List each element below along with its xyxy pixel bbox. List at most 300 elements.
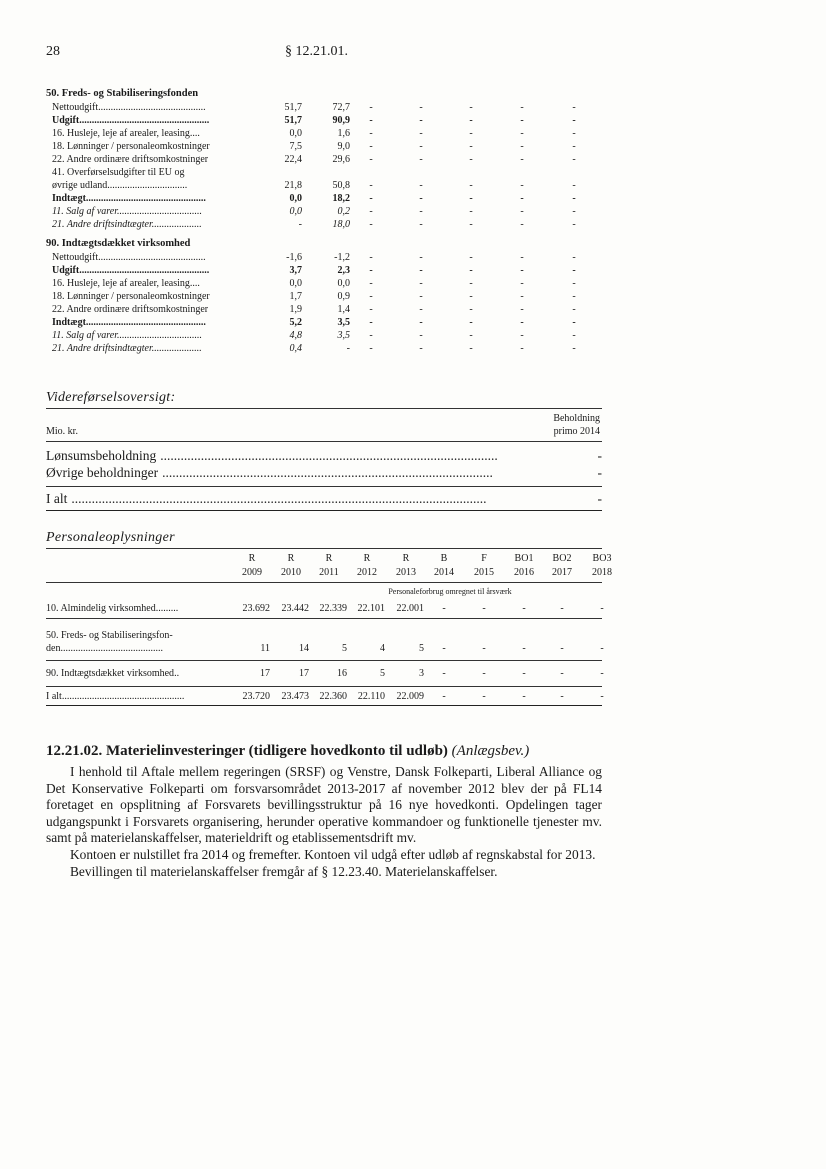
transfer-bottom-rule bbox=[46, 510, 602, 511]
budget-row-label bbox=[52, 218, 202, 231]
personnel-col-year: 2011 bbox=[319, 567, 339, 578]
budget-row-label-text: 41. Overførselsudgifter til EU og bbox=[52, 167, 185, 178]
budget-cell: - bbox=[520, 102, 524, 113]
budget-cell: - bbox=[419, 304, 423, 315]
personnel-row-label bbox=[46, 642, 163, 655]
budget-row bbox=[46, 101, 666, 114]
budget-cell: - bbox=[369, 115, 373, 126]
transfer-row-dots: .................................................................................................... bbox=[160, 448, 498, 463]
personnel-header-rule bbox=[46, 582, 602, 583]
budget-cell: - bbox=[369, 317, 373, 328]
personnel-cell: - bbox=[560, 691, 564, 702]
personnel-col-type: R bbox=[325, 553, 333, 564]
budget-cell: - bbox=[369, 291, 373, 302]
personnel-cell: - bbox=[522, 668, 526, 679]
budget-cell: 7,5 bbox=[289, 141, 302, 152]
budget-cell: 4,8 bbox=[289, 330, 302, 341]
budget-row-dots: .................................................... bbox=[79, 115, 210, 126]
budget-row-dots: .................... bbox=[151, 219, 202, 230]
personnel-row-label-text: 90. Indtægtsdækket virksomhed bbox=[46, 668, 175, 679]
budget-row-label-text: 11. Salg af varer bbox=[52, 206, 117, 217]
transfer-row-label bbox=[46, 464, 493, 482]
budget-row-label bbox=[52, 153, 208, 166]
personnel-row-label-text: 50. Freds- og Stabiliseringsfon- bbox=[46, 630, 173, 641]
budget-row-dots: ........................................... bbox=[98, 102, 206, 113]
budget-cell: -1,6 bbox=[286, 252, 302, 263]
account-title bbox=[46, 743, 606, 760]
personnel-cell: 22.001 bbox=[396, 603, 424, 614]
budget-cell: - bbox=[572, 278, 576, 289]
personnel-cell: - bbox=[482, 668, 486, 679]
personnel-sum-rule bbox=[46, 686, 602, 687]
personnel-top-rule bbox=[46, 548, 602, 549]
budget-cell: - bbox=[469, 265, 473, 276]
personnel-heading: Personaleoplysninger bbox=[46, 530, 175, 545]
budget-cell: 0,0 bbox=[289, 193, 302, 204]
budget-section-title: 50. Freds- og Stabiliseringsfonden bbox=[46, 88, 199, 99]
budget-cell: 72,7 bbox=[332, 102, 350, 113]
personnel-row bbox=[46, 690, 602, 703]
account-text bbox=[46, 764, 602, 880]
budget-cell: - bbox=[346, 343, 350, 354]
budget-cell: - bbox=[469, 330, 473, 341]
personnel-cell: - bbox=[442, 691, 446, 702]
personnel-cell: 22.339 bbox=[319, 603, 347, 614]
budget-row-label-text: Nettoudgift bbox=[52, 102, 99, 113]
personnel-cell: - bbox=[482, 691, 486, 702]
budget-cell: - bbox=[298, 219, 302, 230]
budget-row-label-text: 18. Lønninger / personaleomkostninger bbox=[52, 141, 210, 152]
budget-row bbox=[46, 127, 666, 140]
personnel-row bbox=[46, 667, 602, 680]
budget-cell: - bbox=[520, 154, 524, 165]
personnel-col-year: 2014 bbox=[434, 567, 454, 578]
budget-cell: 51,7 bbox=[284, 102, 302, 113]
budget-cell: - bbox=[572, 154, 576, 165]
personnel-col-year: 2009 bbox=[242, 567, 262, 578]
budget-cell: 90,9 bbox=[332, 115, 350, 126]
budget-cell: 0,9 bbox=[337, 291, 350, 302]
budget-cell: 0,0 bbox=[289, 278, 302, 289]
personnel-col-type: F bbox=[481, 553, 487, 564]
budget-row-dots: ................................................ bbox=[85, 317, 206, 328]
personnel-row-dots: ......... bbox=[155, 603, 179, 614]
budget-cell: - bbox=[520, 206, 524, 217]
budget-cell: - bbox=[520, 193, 524, 204]
budget-cell: - bbox=[469, 193, 473, 204]
personnel-sep-rule-1 bbox=[46, 618, 602, 619]
budget-cell: - bbox=[520, 252, 524, 263]
personnel-cell: - bbox=[442, 643, 446, 654]
budget-row-label bbox=[52, 277, 200, 290]
budget-cell: - bbox=[572, 115, 576, 126]
transfer-heading: Videreførselsoversigt: bbox=[46, 390, 176, 405]
personnel-col-type: B bbox=[440, 553, 448, 564]
budget-cell: 21,8 bbox=[284, 180, 302, 191]
budget-cell: - bbox=[369, 141, 373, 152]
budget-cell: - bbox=[419, 141, 423, 152]
budget-cell: - bbox=[369, 278, 373, 289]
personnel-cell: - bbox=[560, 668, 564, 679]
budget-cell: 9,0 bbox=[337, 141, 350, 152]
budget-cell: - bbox=[520, 115, 524, 126]
transfer-row bbox=[46, 490, 602, 508]
budget-row-label-text: 21. Andre driftsindtægter bbox=[52, 343, 152, 354]
personnel-col-year: 2016 bbox=[514, 567, 534, 578]
budget-row bbox=[46, 114, 666, 127]
budget-row-label bbox=[52, 114, 209, 127]
budget-cell: 0,0 bbox=[337, 278, 350, 289]
personnel-cell: - bbox=[600, 603, 604, 614]
budget-row-dots: ................................................ bbox=[85, 193, 206, 204]
budget-row-label bbox=[52, 290, 210, 303]
budget-row-dots: .................................. bbox=[117, 330, 202, 341]
budget-cell: - bbox=[520, 330, 524, 341]
budget-cell: - bbox=[520, 317, 524, 328]
budget-cell: 51,7 bbox=[284, 115, 302, 126]
budget-row-label bbox=[52, 316, 206, 329]
transfer-col-header-2: primo 2014 bbox=[553, 426, 600, 437]
personnel-cell: - bbox=[600, 691, 604, 702]
budget-cell: 3,7 bbox=[289, 265, 302, 276]
budget-row-label-text: Udgift bbox=[52, 115, 80, 126]
budget-row bbox=[46, 153, 666, 166]
budget-row bbox=[46, 290, 666, 303]
personnel-row-label-text: I alt bbox=[46, 691, 62, 702]
personnel-cell: - bbox=[560, 603, 564, 614]
budget-cell: - bbox=[520, 278, 524, 289]
account-title-italic: (Anlægsbev.) bbox=[451, 743, 530, 759]
personnel-cell: 22.009 bbox=[396, 691, 424, 702]
personnel-cell: 11 bbox=[260, 643, 270, 654]
personnel-cell: 5 bbox=[342, 643, 347, 654]
budget-cell: - bbox=[419, 154, 423, 165]
budget-cell: - bbox=[369, 180, 373, 191]
budget-row bbox=[46, 277, 666, 290]
budget-cell: - bbox=[572, 304, 576, 315]
budget-cell: - bbox=[419, 128, 423, 139]
personnel-cell: - bbox=[522, 691, 526, 702]
budget-cell: - bbox=[520, 291, 524, 302]
budget-cell: - bbox=[419, 265, 423, 276]
budget-cell: - bbox=[572, 102, 576, 113]
personnel-cell: - bbox=[482, 603, 486, 614]
personnel-row-label-text: den bbox=[46, 643, 61, 654]
budget-cell: - bbox=[469, 115, 473, 126]
budget-cell: - bbox=[572, 343, 576, 354]
personnel-col-year: 2017 bbox=[552, 567, 572, 578]
personnel-row-label-text: 10. Almindelig virksomhed bbox=[46, 603, 156, 614]
budget-row-label bbox=[52, 264, 209, 277]
personnel-cell: 17 bbox=[260, 668, 270, 679]
budget-cell: 2,3 bbox=[337, 265, 350, 276]
personnel-col-type: BO1 bbox=[514, 553, 534, 564]
personnel-row-label bbox=[46, 690, 184, 703]
personnel-col-year: 2012 bbox=[357, 567, 377, 578]
transfer-row-dots: ........................................................................................................................... bbox=[71, 491, 487, 506]
transfer-row bbox=[46, 447, 602, 465]
budget-cell: - bbox=[572, 317, 576, 328]
budget-row-label-text: 11. Salg af varer bbox=[52, 330, 117, 341]
budget-cell: - bbox=[572, 180, 576, 191]
budget-cell: - bbox=[419, 252, 423, 263]
budget-cell: - bbox=[419, 343, 423, 354]
budget-cell: - bbox=[419, 219, 423, 230]
budget-cell: - bbox=[469, 141, 473, 152]
budget-cell: - bbox=[369, 102, 373, 113]
budget-cell: - bbox=[369, 128, 373, 139]
budget-cell: - bbox=[369, 219, 373, 230]
budget-cell: - bbox=[572, 128, 576, 139]
personnel-col-type: R bbox=[363, 553, 371, 564]
budget-cell: - bbox=[572, 330, 576, 341]
personnel-sep-rule-2 bbox=[46, 660, 602, 661]
budget-cell: - bbox=[469, 304, 473, 315]
budget-row bbox=[46, 342, 666, 355]
budget-row-dots: .................... bbox=[151, 343, 202, 354]
budget-row bbox=[46, 264, 666, 277]
budget-cell: - bbox=[469, 102, 473, 113]
personnel-cell: - bbox=[442, 603, 446, 614]
account-title-bold: 12.21.02. Materielinvesteringer (tidligere hovedkonto til udløb) bbox=[46, 743, 448, 759]
budget-row bbox=[46, 251, 666, 264]
budget-row bbox=[46, 316, 666, 329]
personnel-row-label bbox=[46, 667, 179, 680]
personnel-cell: 22.110 bbox=[357, 691, 385, 702]
personnel-cell: 23.473 bbox=[281, 691, 309, 702]
personnel-cell: 22.360 bbox=[319, 691, 347, 702]
transfer-row-dots: .................................................................................................. bbox=[162, 465, 493, 480]
transfer-row-value: - bbox=[597, 448, 602, 463]
budget-cell: - bbox=[469, 291, 473, 302]
budget-row-label-text: Nettoudgift bbox=[52, 252, 99, 263]
budget-cell: - bbox=[469, 154, 473, 165]
budget-cell: - bbox=[572, 219, 576, 230]
budget-row-label bbox=[52, 101, 206, 114]
budget-cell: 1,7 bbox=[289, 291, 302, 302]
personnel-row-dots: ................................................. bbox=[61, 691, 185, 702]
budget-cell: 0,0 bbox=[289, 206, 302, 217]
budget-cell: - bbox=[572, 291, 576, 302]
budget-row-dots: .... bbox=[189, 128, 200, 139]
budget-cell: - bbox=[419, 330, 423, 341]
budget-cell: - bbox=[369, 330, 373, 341]
budget-cell: - bbox=[469, 252, 473, 263]
budget-row bbox=[46, 218, 666, 231]
transfer-sum-rule bbox=[46, 486, 602, 487]
personnel-cell: 23.442 bbox=[281, 603, 309, 614]
personnel-cell: - bbox=[560, 643, 564, 654]
budget-row-label bbox=[52, 205, 202, 218]
budget-cell: - bbox=[520, 265, 524, 276]
personnel-col-type: R bbox=[248, 553, 256, 564]
budget-row bbox=[46, 192, 666, 205]
personnel-cell: 5 bbox=[419, 643, 424, 654]
transfer-row-label-text: Lønsumsbeholdning bbox=[46, 448, 157, 463]
budget-row-label bbox=[52, 251, 206, 264]
budget-cell: 0,4 bbox=[289, 343, 302, 354]
transfer-row-label-text: Øvrige beholdninger bbox=[46, 465, 159, 480]
budget-cell: - bbox=[419, 115, 423, 126]
transfer-row-label-text: I alt bbox=[46, 491, 68, 506]
personnel-cell: 23.720 bbox=[242, 691, 270, 702]
account-paragraph-3: Bevillingen til materielanskaffelser fremgår af § 12.23.40. Materielanskaffelser. bbox=[70, 863, 498, 879]
budget-cell: 5,2 bbox=[289, 317, 302, 328]
budget-cell: - bbox=[419, 102, 423, 113]
budget-row bbox=[46, 166, 666, 179]
transfer-row-value: - bbox=[597, 491, 602, 506]
personnel-cell: - bbox=[442, 668, 446, 679]
personnel-cell: 14 bbox=[299, 643, 309, 654]
personnel-cell: - bbox=[482, 643, 486, 654]
budget-cell: 18,0 bbox=[332, 219, 350, 230]
budget-cell: - bbox=[520, 304, 524, 315]
section-reference: § 12.21.01. bbox=[285, 44, 348, 59]
transfer-unit: Mio. kr. bbox=[46, 426, 78, 437]
budget-row-label bbox=[52, 342, 202, 355]
personnel-cell: 23.692 bbox=[242, 603, 270, 614]
budget-cell: - bbox=[520, 141, 524, 152]
budget-cell: - bbox=[520, 128, 524, 139]
budget-cell: 0,0 bbox=[289, 128, 302, 139]
personnel-cell: 16 bbox=[337, 668, 347, 679]
budget-row bbox=[46, 140, 666, 153]
transfer-row-label bbox=[46, 490, 487, 508]
budget-cell: 29,6 bbox=[332, 154, 350, 165]
personnel-cell: 22.101 bbox=[357, 603, 385, 614]
budget-cell: - bbox=[520, 219, 524, 230]
budget-cell: - bbox=[520, 180, 524, 191]
budget-cell: - bbox=[572, 141, 576, 152]
budget-cell: - bbox=[520, 343, 524, 354]
budget-cell: 1,4 bbox=[337, 304, 350, 315]
budget-cell: - bbox=[369, 206, 373, 217]
budget-cell: 3,5 bbox=[337, 330, 350, 341]
budget-section-title: 90. Indtægtsdækket virksomhed bbox=[46, 238, 191, 249]
personnel-col-year: 2018 bbox=[592, 567, 612, 578]
budget-row-label bbox=[52, 179, 187, 192]
budget-row-label-text: Indtægt bbox=[52, 193, 86, 204]
budget-row-label bbox=[52, 166, 184, 179]
budget-cell: - bbox=[369, 304, 373, 315]
budget-cell: - bbox=[419, 291, 423, 302]
budget-row-label bbox=[52, 127, 200, 140]
budget-cell: - bbox=[572, 193, 576, 204]
budget-row bbox=[46, 329, 666, 342]
personnel-cell: 3 bbox=[419, 668, 424, 679]
budget-cell: - bbox=[369, 343, 373, 354]
budget-cell: - bbox=[469, 206, 473, 217]
budget-cell: 18,2 bbox=[332, 193, 350, 204]
budget-cell: - bbox=[419, 317, 423, 328]
budget-cell: - bbox=[419, 193, 423, 204]
page-number: 28 bbox=[46, 44, 60, 59]
personnel-row bbox=[46, 642, 602, 655]
budget-cell: - bbox=[469, 278, 473, 289]
personnel-row-dots: .. bbox=[174, 668, 180, 679]
personnel-col-year: 2010 bbox=[281, 567, 301, 578]
personnel-cell: 5 bbox=[380, 668, 385, 679]
budget-row-dots: .................................................... bbox=[79, 265, 210, 276]
budget-row-label-text: 16. Husleje, leje af arealer, leasing bbox=[52, 128, 190, 139]
personnel-cell: 17 bbox=[299, 668, 309, 679]
personnel-col-type: R bbox=[287, 553, 295, 564]
budget-cell: 50,8 bbox=[332, 180, 350, 191]
transfer-row-label bbox=[46, 447, 498, 465]
personnel-bottom-rule bbox=[46, 705, 602, 706]
personnel-col-type: BO3 bbox=[592, 553, 612, 564]
personnel-col-type: BO2 bbox=[552, 553, 572, 564]
budget-cell: 1,6 bbox=[337, 128, 350, 139]
budget-cell: - bbox=[419, 206, 423, 217]
budget-row-dots: ................................ bbox=[107, 180, 188, 191]
budget-cell: - bbox=[469, 317, 473, 328]
personnel-cell: - bbox=[522, 603, 526, 614]
personnel-cell: 4 bbox=[380, 643, 385, 654]
budget-cell: - bbox=[469, 219, 473, 230]
budget-row bbox=[46, 179, 666, 192]
budget-row-dots: .... bbox=[189, 278, 200, 289]
budget-cell: - bbox=[369, 252, 373, 263]
budget-cell: - bbox=[572, 265, 576, 276]
budget-cell: - bbox=[469, 343, 473, 354]
personnel-row-label-line1 bbox=[46, 629, 602, 642]
budget-row-label-text: 18. Lønninger / personaleomkostninger bbox=[52, 291, 210, 302]
transfer-col-header-1: Beholdning bbox=[553, 413, 600, 424]
budget-cell: 1,9 bbox=[289, 304, 302, 315]
budget-row-label-text: Udgift bbox=[52, 265, 80, 276]
budget-cell: 3,5 bbox=[337, 317, 350, 328]
budget-row-label bbox=[52, 329, 202, 342]
budget-cell: -1,2 bbox=[334, 252, 350, 263]
transfer-header-rule bbox=[46, 441, 602, 442]
budget-cell: - bbox=[572, 206, 576, 217]
budget-row bbox=[46, 205, 666, 218]
budget-row-label bbox=[52, 140, 210, 153]
account-paragraph-2: Kontoen er nulstillet fra 2014 og fremefter. Kontoen vil udgå efter udløb af regnskabstal for 2013. bbox=[70, 846, 596, 862]
personnel-row-label bbox=[46, 602, 178, 615]
budget-cell: - bbox=[469, 128, 473, 139]
budget-cell: - bbox=[419, 278, 423, 289]
budget-cell: - bbox=[469, 180, 473, 191]
budget-row-label-text: 21. Andre driftsindtægter bbox=[52, 219, 152, 230]
personnel-row bbox=[46, 602, 602, 615]
budget-cell: - bbox=[369, 193, 373, 204]
account-paragraph-1: I henhold til Aftale mellem regeringen (SRSF) og Venstre, Dansk Folkeparti, Liberal Alliance og Det Konservative Folkeparti om forsvarsområdet 2013-2017 af november 2012 blev der på FL14 foretaget en opsplitning af Forsvarets bevillingsstruktur på 16 nye hovedkonti. Opdelingen tager udgangspunkt i Forsvarets organisering, herunder operative kommandoer og funktionelle tjenester mv. samt på materielanskaffelser, materieldrift og etablissementsdrift mv. bbox=[46, 764, 602, 846]
personnel-col-year: 2013 bbox=[396, 567, 416, 578]
budget-cell: - bbox=[369, 154, 373, 165]
personnel-col-type: R bbox=[402, 553, 410, 564]
budget-row-dots: .................................. bbox=[117, 206, 202, 217]
budget-cell: - bbox=[369, 265, 373, 276]
transfer-row bbox=[46, 464, 602, 482]
transfer-row-value: - bbox=[597, 465, 602, 480]
personnel-cell: - bbox=[600, 643, 604, 654]
budget-cell: - bbox=[572, 252, 576, 263]
budget-cell: - bbox=[419, 180, 423, 191]
transfer-top-rule bbox=[46, 408, 602, 409]
budget-row bbox=[46, 303, 666, 316]
personnel-subheader: Personaleforbrug omregnet til årsværk bbox=[388, 587, 512, 596]
budget-row-dots: ........................................... bbox=[98, 252, 206, 263]
budget-row-label-text: Indtægt bbox=[52, 317, 86, 328]
budget-row-label-text: 16. Husleje, leje af arealer, leasing bbox=[52, 278, 190, 289]
budget-row-label-text: 22. Andre ordinære driftsomkostninger bbox=[52, 304, 209, 315]
budget-row-label bbox=[52, 192, 206, 205]
personnel-row-dots: ......................................... bbox=[60, 643, 163, 654]
budget-row-label-text: øvrige udland bbox=[52, 180, 108, 191]
personnel-cell: - bbox=[600, 668, 604, 679]
